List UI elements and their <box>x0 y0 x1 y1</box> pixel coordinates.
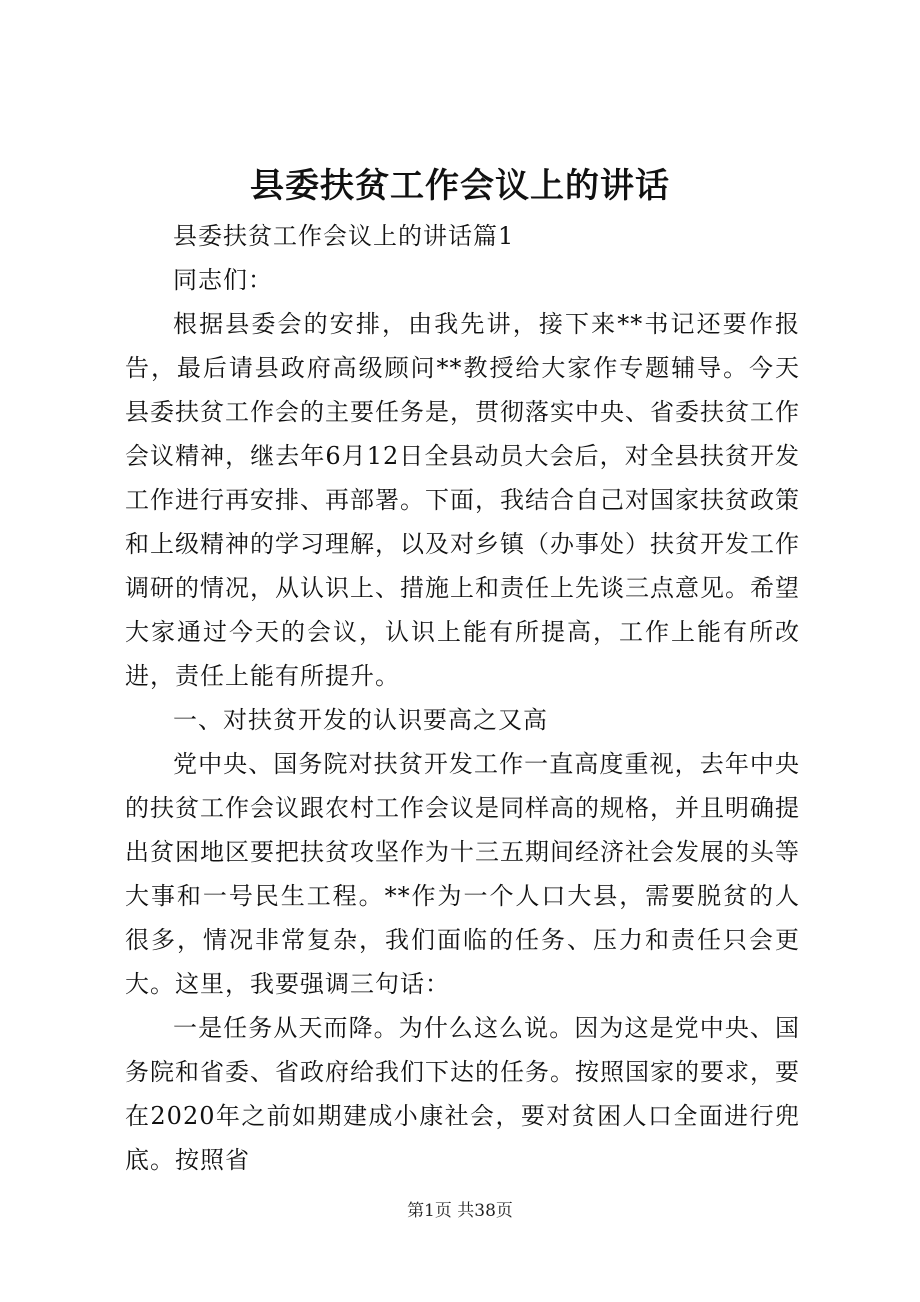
paragraph: 党中央、国务院对扶贫开发工作一直高度重视，去年中央的扶贫工作会议跟农村工作会议是同样高的规格，并且明确提出贫困地区要把扶贫攻坚作为十三五期间经济社会发展的头等大事和一号民生工程。**作为一个人口大县，需要脱贫的人很多，情况非常复杂，我们面临的任务、压力和责任只会更大。这里，我要强调三句话： <box>125 750 800 998</box>
section-heading: 县委扶贫工作会议上的讲话篇1 <box>173 222 515 250</box>
salutation: 同志们： <box>173 266 273 294</box>
section-heading: 一、对扶贫开发的认识要高之又高 <box>173 706 548 734</box>
paragraph: 根据县委会的安排，由我先讲，接下来**书记还要作报告，最后请县政府高级顾问**教授给大家作专题辅导。今天县委扶贫工作会的主要任务是，贯彻落实中央、省委扶贫工作会议精神，继去年6月12日全县动员大会后，对全县扶贫开发工作进行再安排、再部署。下面，我结合自己对国家扶贫政策和上级精神的学习理解，以及对乡镇（办事处）扶贫开发工作调研的情况，从认识上、措施上和责任上先谈三点意见。希望大家通过今天的会议，认识上能有所提高，工作上能有所改进，责任上能有所提升。 <box>125 310 800 690</box>
paragraph: 一是任务从天而降。为什么这么说。因为这是党中央、国务院和省委、省政府给我们下达的任务。按照国家的要求，要在2020年之前如期建成小康社会，要对贫困人口全面进行兜底。按照省 <box>125 1014 800 1174</box>
document-body <box>125 214 800 1182</box>
document-title: 县委扶贫工作会议上的讲话 <box>250 166 670 206</box>
page-footer: 第1页 共38页 <box>407 1201 513 1221</box>
